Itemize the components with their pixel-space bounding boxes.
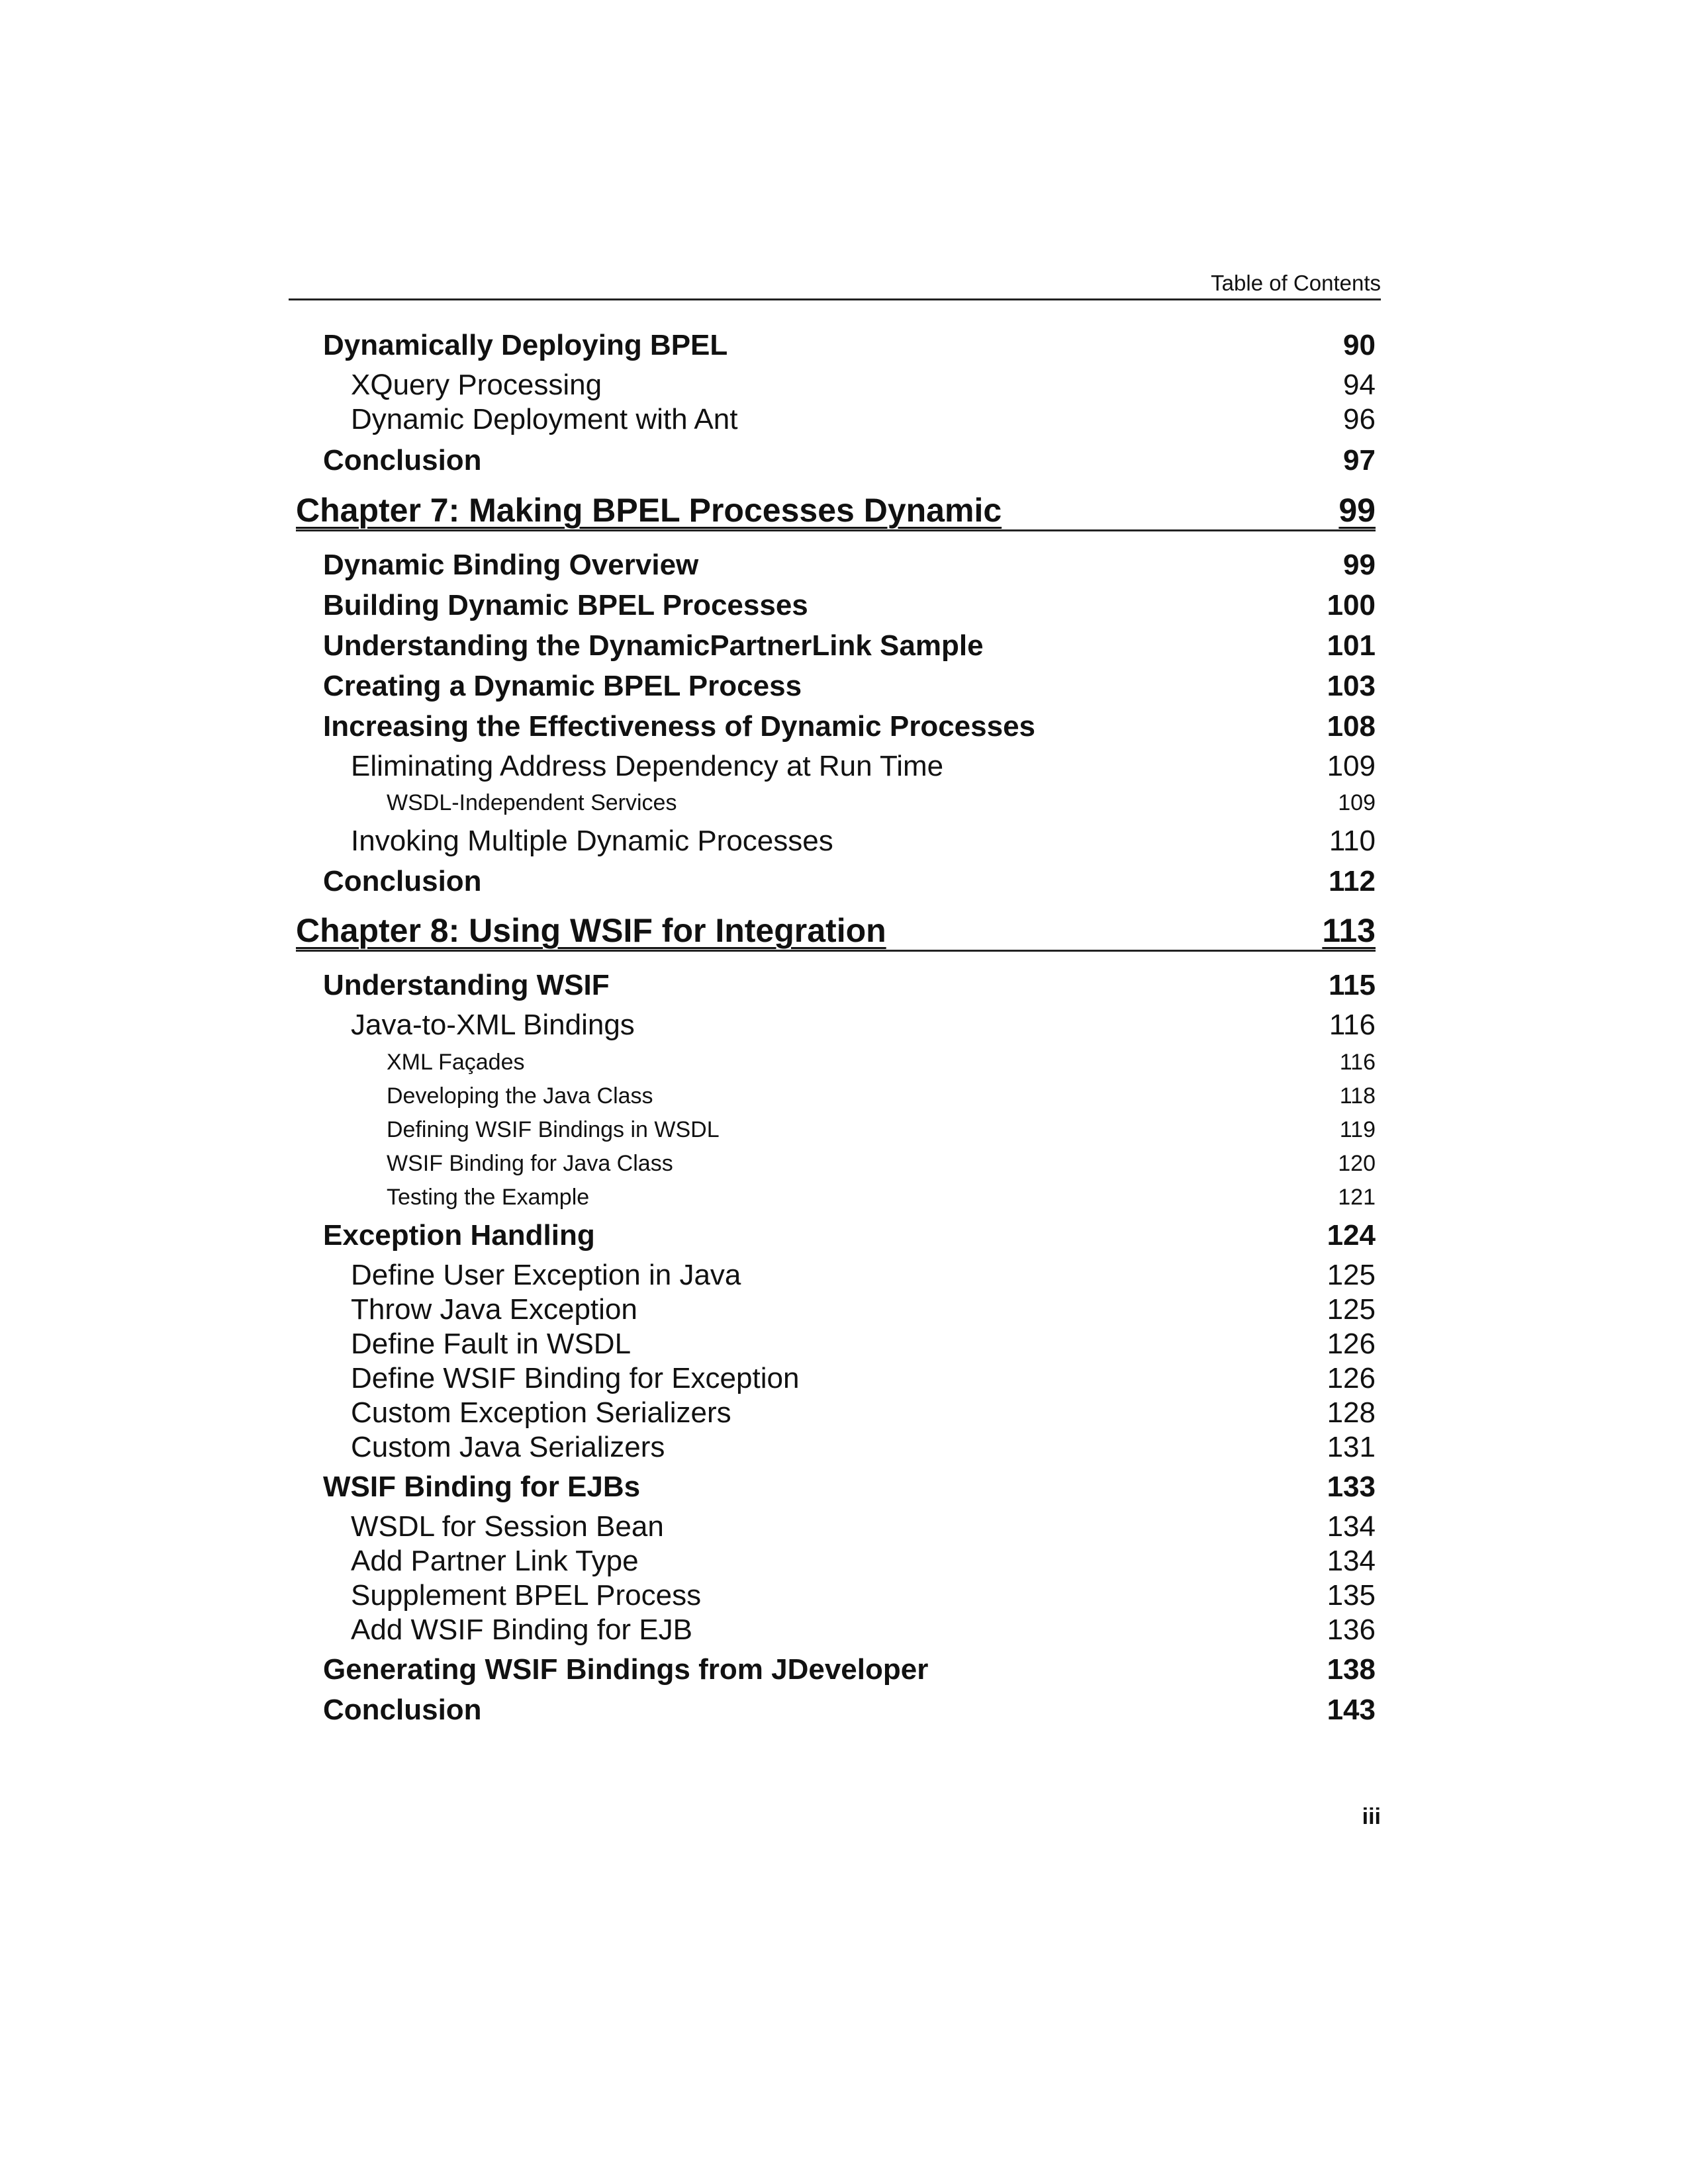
toc-entry[interactable] xyxy=(351,1612,1376,1649)
toc-entry[interactable] xyxy=(323,627,1376,664)
toc-entry[interactable] xyxy=(351,1007,1376,1044)
page-number: iii xyxy=(1362,1804,1381,1829)
toc-entry-title: Conclusion xyxy=(323,444,482,477)
toc-entry-title: XQuery Processing xyxy=(351,369,602,401)
toc-entry-page: 109 xyxy=(1338,790,1376,815)
toc-entry[interactable] xyxy=(351,1543,1376,1580)
toc-entry[interactable] xyxy=(351,1291,1376,1328)
toc-entry[interactable] xyxy=(323,327,1376,364)
toc-entry[interactable] xyxy=(323,708,1376,745)
toc-entry-title: Understanding WSIF xyxy=(323,969,610,1001)
toc-entry-title: Supplement BPEL Process xyxy=(351,1579,702,1612)
toc-entry-title: Generating WSIF Bindings from JDeveloper xyxy=(323,1653,929,1686)
toc-entry-page: 118 xyxy=(1339,1083,1376,1109)
toc-entry-title: WSIF Binding for EJBs xyxy=(323,1471,641,1503)
toc-entry[interactable] xyxy=(387,787,1376,819)
toc-entry[interactable] xyxy=(351,1394,1376,1432)
running-header xyxy=(289,268,1381,300)
toc-entry-title: Developing the Java Class xyxy=(387,1083,653,1109)
toc-entry[interactable] xyxy=(351,367,1376,404)
toc-entry-title: Define WSIF Binding for Exception xyxy=(351,1362,800,1394)
toc-entry-title: WSDL for Session Bean xyxy=(351,1510,664,1543)
toc-entry-title: Custom Java Serializers xyxy=(351,1431,665,1463)
toc-entry-page: 96 xyxy=(1343,403,1376,435)
toc-entry-title: Eliminating Address Dependency at Run Time xyxy=(351,750,944,782)
toc-entry-title: Testing the Example xyxy=(387,1184,590,1210)
toc-entry-page: 131 xyxy=(1327,1431,1376,1463)
toc-entry-title: WSDL-Independent Services xyxy=(387,790,677,815)
toc-entry-page: 116 xyxy=(1339,1049,1376,1075)
toc-entry-title: Throw Java Exception xyxy=(351,1293,637,1326)
toc-entry[interactable] xyxy=(323,587,1376,624)
toc-entry-title: Dynamically Deploying BPEL xyxy=(323,329,728,361)
toc-entry[interactable] xyxy=(351,748,1376,785)
toc-entry[interactable] xyxy=(387,1046,1376,1078)
toc-entry-page: 120 xyxy=(1338,1150,1376,1176)
toc-entry[interactable] xyxy=(351,1326,1376,1363)
toc-chapter-title: Chapter 8: Using WSIF for Integration xyxy=(296,912,886,949)
toc-entry-title: Exception Handling xyxy=(323,1219,595,1251)
toc-entry-page: 133 xyxy=(1327,1471,1376,1503)
toc-chapter-page: 99 xyxy=(1338,492,1376,529)
toc-entry-page: 112 xyxy=(1329,865,1376,897)
toc-entry-title: XML Façades xyxy=(387,1049,525,1075)
toc-entry[interactable] xyxy=(351,1360,1376,1397)
toc-entry-page: 138 xyxy=(1327,1653,1376,1686)
toc-entry-page: 125 xyxy=(1327,1293,1376,1326)
toc-entry-page: 90 xyxy=(1343,329,1376,361)
header-title: Table of Contents xyxy=(1211,271,1381,295)
toc-entry[interactable] xyxy=(387,1114,1376,1146)
toc-entry[interactable] xyxy=(323,967,1376,1004)
toc-entry[interactable] xyxy=(323,547,1376,584)
toc-entry[interactable] xyxy=(323,1651,1376,1688)
toc-entry-page: 134 xyxy=(1327,1510,1376,1543)
toc-entry-page: 121 xyxy=(1338,1184,1376,1210)
toc-entry-title: Java-to-XML Bindings xyxy=(351,1009,635,1041)
toc-chapter-heading[interactable] xyxy=(296,488,1376,531)
toc-entry[interactable] xyxy=(323,1469,1376,1506)
toc-entry-page: 110 xyxy=(1329,825,1376,857)
toc-entry-page: 99 xyxy=(1343,549,1376,581)
toc-entry-title: Add WSIF Binding for EJB xyxy=(351,1614,692,1646)
toc-entry[interactable] xyxy=(351,1257,1376,1294)
toc-entry-title: Creating a Dynamic BPEL Process xyxy=(323,670,802,702)
toc-entry-page: 134 xyxy=(1327,1545,1376,1577)
toc-entry-title: WSIF Binding for Java Class xyxy=(387,1150,673,1176)
toc-entry-title: Define Fault in WSDL xyxy=(351,1328,632,1360)
toc-entry-title: Invoking Multiple Dynamic Processes xyxy=(351,825,833,857)
toc-entry-page: 135 xyxy=(1327,1579,1376,1612)
toc-entry-page: 136 xyxy=(1327,1614,1376,1646)
toc-entry-title: Increasing the Effectiveness of Dynamic Processes xyxy=(323,710,1036,743)
toc-entry-title: Define User Exception in Java xyxy=(351,1259,741,1291)
toc-entry-title: Custom Exception Serializers xyxy=(351,1396,731,1429)
toc-entry-page: 108 xyxy=(1327,710,1376,743)
toc-entry-title: Conclusion xyxy=(323,865,482,897)
toc-entry-page: 97 xyxy=(1343,444,1376,477)
toc-entry-page: 128 xyxy=(1327,1396,1376,1429)
toc-entry-title: Add Partner Link Type xyxy=(351,1545,639,1577)
toc-entry-page: 125 xyxy=(1327,1259,1376,1291)
toc-entry[interactable] xyxy=(351,1508,1376,1545)
toc-entry-title: Defining WSIF Bindings in WSDL xyxy=(387,1116,720,1142)
toc-entry-page: 100 xyxy=(1327,589,1376,621)
toc-entry-page: 103 xyxy=(1327,670,1376,702)
toc-entry-title: Understanding the DynamicPartnerLink Sample xyxy=(323,629,984,662)
toc-entry-title: Dynamic Binding Overview xyxy=(323,549,699,581)
toc-entry[interactable] xyxy=(323,668,1376,705)
toc-entry[interactable] xyxy=(387,1080,1376,1112)
toc-entry-title: Dynamic Deployment with Ant xyxy=(351,403,738,435)
toc-entry[interactable] xyxy=(387,1148,1376,1179)
toc-entry-page: 109 xyxy=(1327,750,1376,782)
toc-entry[interactable] xyxy=(351,823,1376,860)
toc-entry[interactable] xyxy=(351,1577,1376,1614)
toc-entry-title: Building Dynamic BPEL Processes xyxy=(323,589,808,621)
toc-entry[interactable] xyxy=(351,1429,1376,1466)
toc-entry-title: Conclusion xyxy=(323,1694,482,1726)
toc-entry-page: 116 xyxy=(1329,1009,1376,1041)
toc-entry[interactable] xyxy=(323,1692,1376,1729)
toc-entry[interactable] xyxy=(323,863,1376,900)
toc-entry[interactable] xyxy=(323,442,1376,479)
toc-entry-page: 124 xyxy=(1327,1219,1376,1251)
toc-entry-page: 101 xyxy=(1327,629,1376,662)
toc-entry[interactable] xyxy=(351,401,1376,438)
toc-chapter-title: Chapter 7: Making BPEL Processes Dynamic xyxy=(296,492,1002,529)
toc-chapter-heading[interactable] xyxy=(296,909,1376,952)
toc-entry-page: 126 xyxy=(1327,1362,1376,1394)
toc-entry-page: 126 xyxy=(1327,1328,1376,1360)
toc-entry-page: 143 xyxy=(1327,1694,1376,1726)
toc-entry-page: 115 xyxy=(1329,969,1376,1001)
toc-chapter-page: 113 xyxy=(1322,912,1376,949)
toc-entry[interactable] xyxy=(387,1181,1376,1213)
toc-entry[interactable] xyxy=(323,1217,1376,1254)
toc-entry-page: 119 xyxy=(1339,1116,1376,1142)
toc-entry-page: 94 xyxy=(1343,369,1376,401)
